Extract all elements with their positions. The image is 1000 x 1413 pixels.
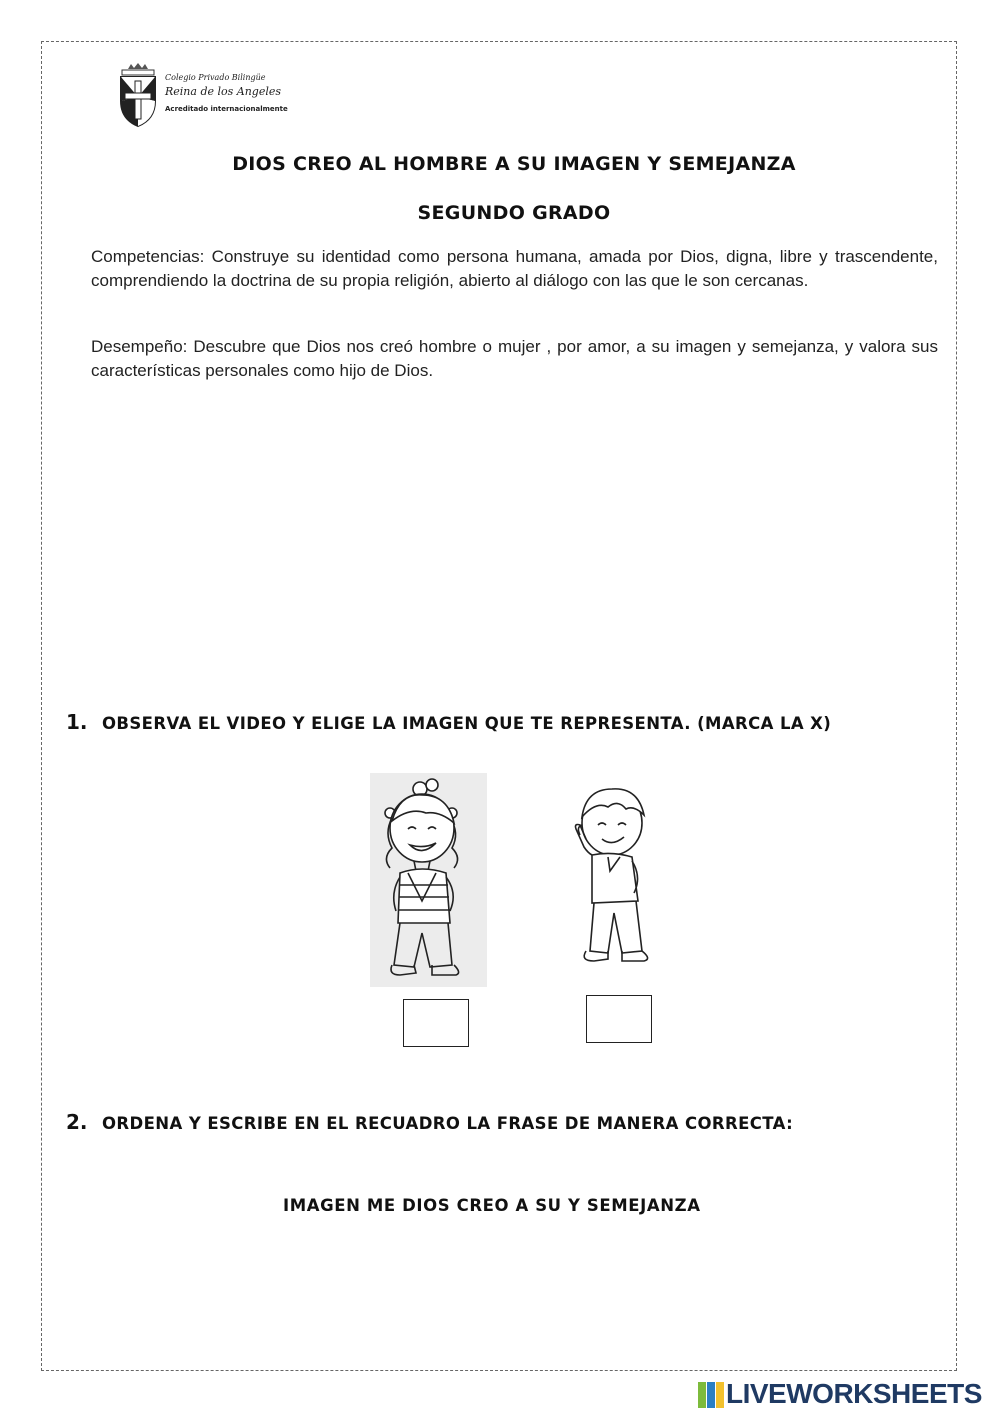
boy-figure-icon	[568, 781, 663, 972]
school-crest-icon	[115, 63, 161, 129]
logo-line-1: Colegio Privado Bilingüe	[165, 73, 266, 82]
girl-figure-icon	[370, 773, 487, 987]
desempeno-paragraph: Desempeño: Descubre que Dios nos creó hombre o mujer , por amor, a su imagen y semejanza, y valora sus características personales como hijo de Dios.	[91, 337, 938, 380]
mark-box-boy[interactable]	[586, 995, 652, 1043]
question-2-text: ORDENA Y ESCRIBE EN EL RECUADRO LA FRASE DE MANERA CORRECTA:	[102, 1114, 794, 1133]
worksheet-subtitle: SEGUNDO GRADO	[417, 202, 611, 224]
scrambled-phrase: IMAGEN ME DIOS CREO A SU Y SEMEJANZA	[283, 1196, 701, 1215]
logo-line-2: Reina de los Angeles	[165, 85, 282, 98]
question-1-number: 1.	[66, 710, 88, 734]
liveworksheets-wordmark: LIVEWORKSHEETS	[726, 1378, 982, 1409]
school-logo	[115, 63, 288, 133]
logo-line-3: Acreditado internacionalmente	[165, 105, 288, 113]
question-2-number: 2.	[66, 1110, 88, 1134]
boy-illustration	[568, 781, 663, 972]
mark-box-girl[interactable]	[403, 999, 469, 1047]
question-1	[66, 710, 831, 734]
question-1-text: OBSERVA EL VIDEO Y ELIGE LA IMAGEN QUE TE REPRESENTA. (MARCA LA X)	[102, 714, 832, 733]
question-2	[66, 1110, 793, 1134]
liveworksheets-logo-icon	[698, 1382, 724, 1408]
competencias-paragraph: Competencias: Construye su identidad como persona humana, amada por Dios, digna, libre y trascendente, comprendiendo la doctrina de su propia religión, abierto al diálogo con las que le son cercanas.	[91, 247, 938, 290]
page-border	[41, 41, 957, 1371]
girl-illustration	[370, 773, 487, 987]
worksheet-title: DIOS CREO AL HOMBRE A SU IMAGEN Y SEMEJANZA	[232, 153, 796, 175]
